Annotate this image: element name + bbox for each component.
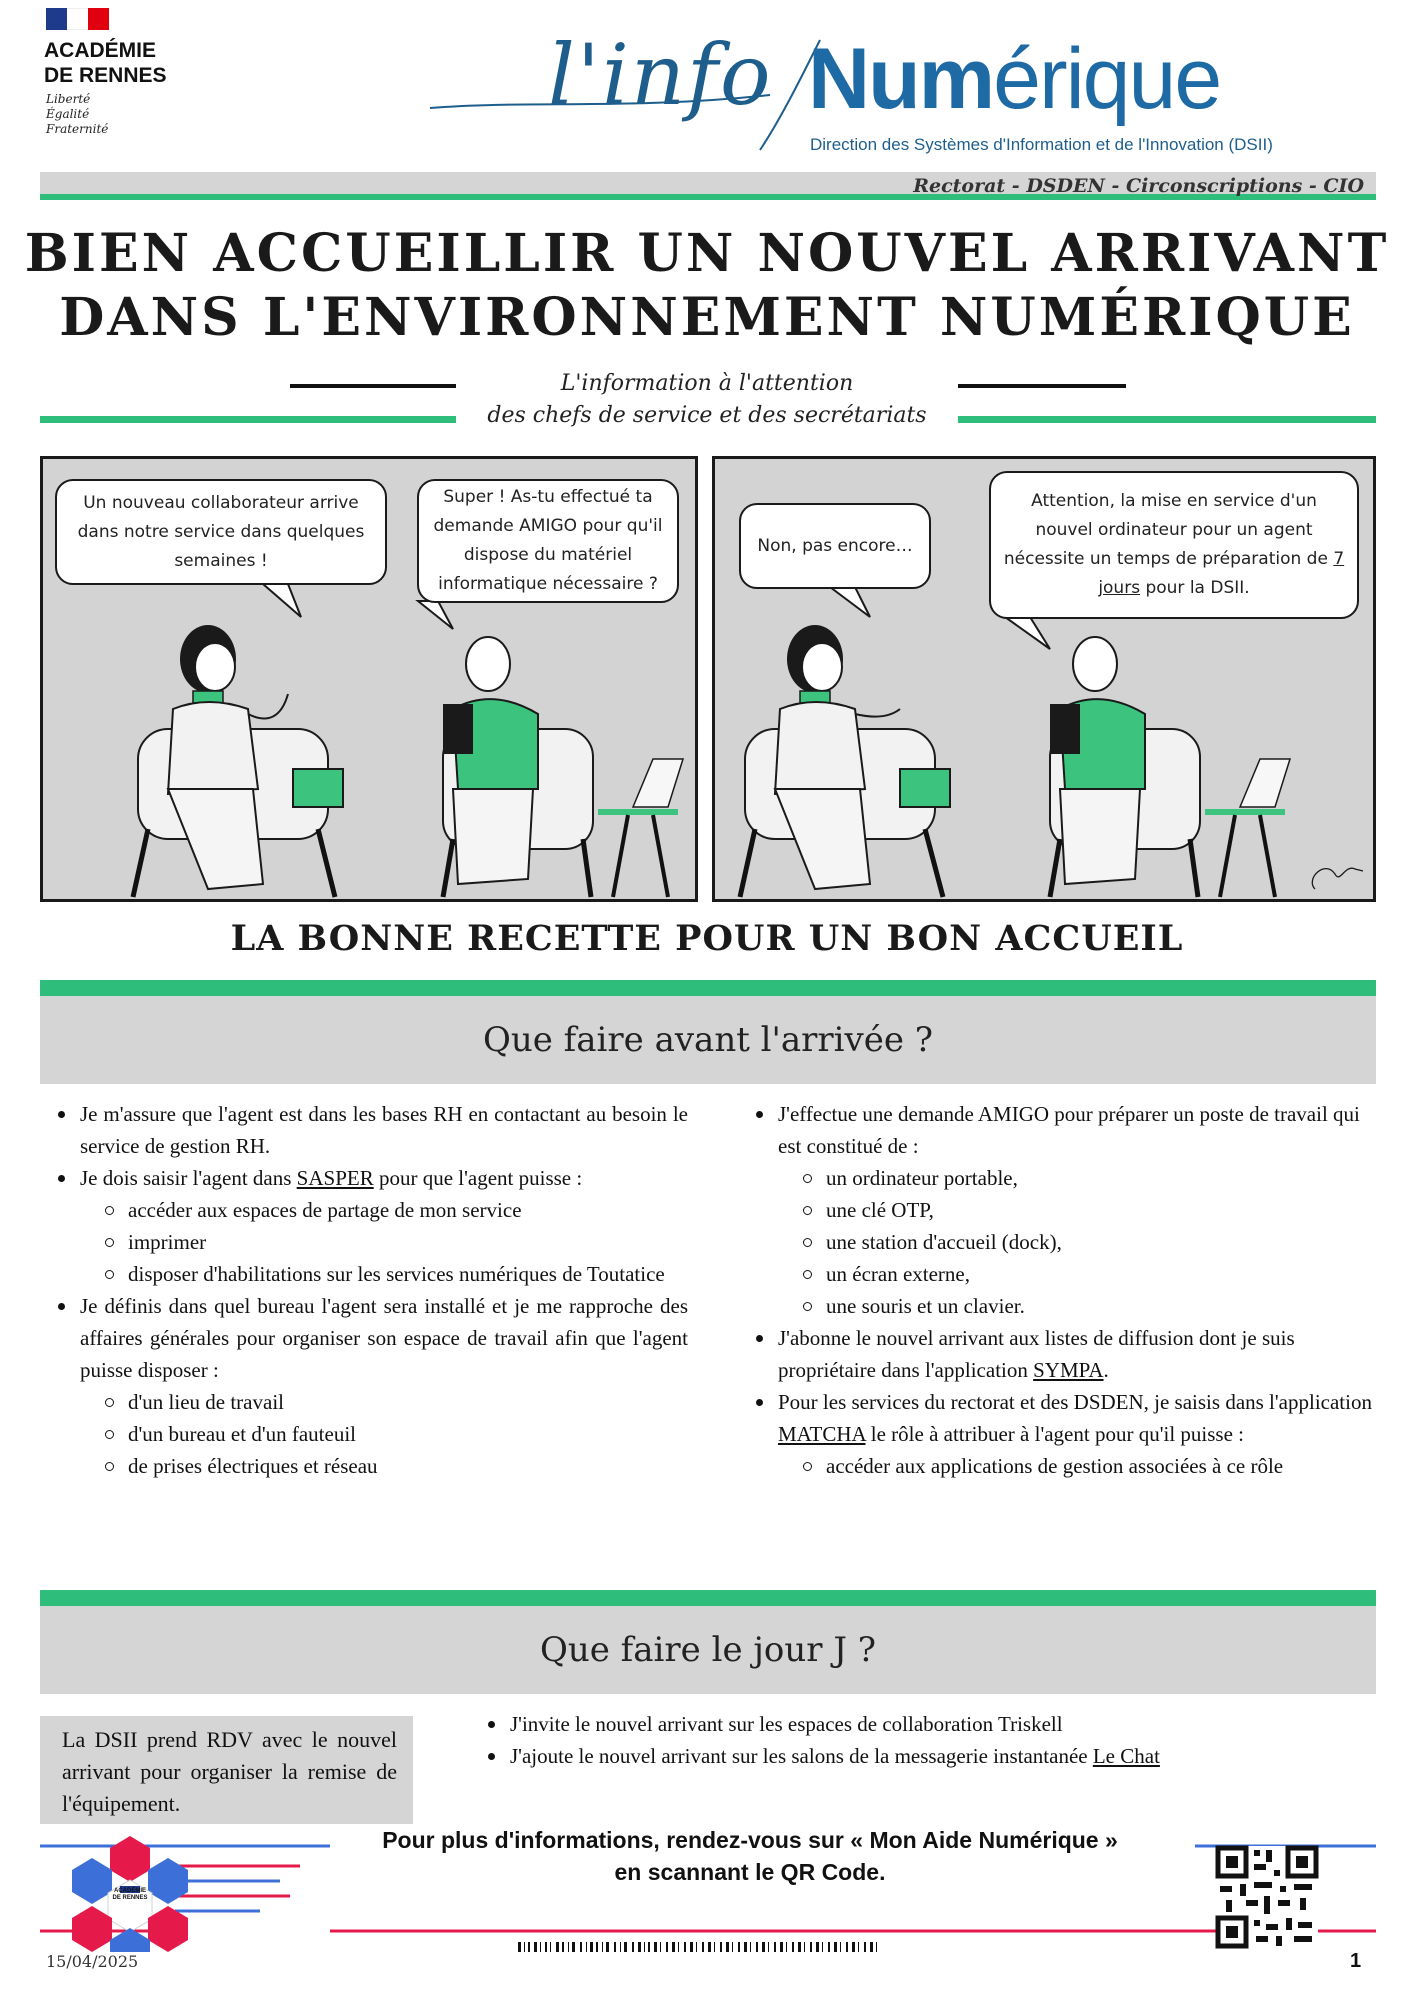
list-item <box>738 1386 1374 1450</box>
logo-num-bold: Num <box>808 31 994 127</box>
sub-list-item: accéder aux applications de gestion associées à ce rôle <box>738 1450 1374 1482</box>
sub-list-item: imprimer <box>40 1226 688 1258</box>
sub-list-item: un écran externe, <box>738 1258 1374 1290</box>
title-line2: DANS L'ENVIRONNEMENT NUMÉRIQUE <box>59 287 1355 348</box>
sub-list-item: d'un bureau et d'un fauteuil <box>40 1418 688 1450</box>
speech-bubble-3: Non, pas encore… <box>739 503 931 589</box>
item-text: Pour les services du rectorat et des DSDEN, je saisis dans l'application <box>778 1390 1372 1414</box>
footer-info-line1: Pour plus d'informations, rendez-vous sur « Mon Aide Numérique » <box>382 1827 1118 1853</box>
publication-date: 15/04/2025 <box>46 1952 139 1971</box>
item-text: le rôle à attribuer à l'agent pour qu'il puisse : <box>870 1422 1244 1446</box>
sub-list-item: une souris et un clavier. <box>738 1290 1374 1322</box>
speech-bubble-4 <box>989 471 1359 619</box>
seven-days-link: 7 jours <box>1098 549 1345 598</box>
item-text: J'ajoute le nouvel arrivant sur les salons de la messagerie instantanée <box>510 1744 1088 1768</box>
comic-panel-2 <box>712 456 1376 902</box>
motto-liberte: Liberté <box>46 92 91 106</box>
list-item <box>738 1322 1374 1386</box>
sub-list-item: disposer d'habilitations sur les services numériques de Toutatice <box>40 1258 688 1290</box>
bubble4-text-a: Attention, la mise en service d'un nouvel ordinateur pour un agent nécessite un temps de préparation de <box>1003 491 1328 569</box>
sasper-link[interactable]: SASPER <box>296 1166 374 1190</box>
section1-left-column <box>40 1098 688 1482</box>
logo-subtitle: Direction des Systèmes d'Information et de l'Innovation (DSII) <box>810 135 1273 154</box>
subtitle-line2: des chefs de service et des secrétariats <box>487 403 927 428</box>
matcha-link[interactable]: MATCHA <box>778 1422 866 1446</box>
academy-line1: ACADÉMIE <box>44 39 157 62</box>
footer-logo-line1: ACADÉMIE <box>113 1888 146 1894</box>
sub-list-item: un ordinateur portable, <box>738 1162 1374 1194</box>
sympa-link[interactable]: SYMPA <box>1033 1358 1104 1382</box>
subtitle-line1: L'information à l'attention <box>560 371 854 396</box>
academy-line2: DE RENNES <box>44 64 167 87</box>
list-item: Je définis dans quel bureau l'agent sera installé et je me rapproche des affaires générales pour organiser son espace de travail afin que l'agent puisse disposer : <box>40 1290 688 1386</box>
logo-numerique <box>808 30 1220 129</box>
list-item <box>470 1740 1370 1772</box>
item-text: J'abonne le nouvel arrivant aux listes de diffusion dont je suis propriétaire dans l'application <box>778 1326 1295 1382</box>
list-item: J'invite le nouvel arrivant sur les espaces de collaboration Triskell <box>470 1708 1370 1740</box>
item-text: Je dois saisir l'agent dans <box>80 1166 292 1190</box>
academy-name <box>44 38 167 88</box>
page-subtitle <box>400 368 1014 432</box>
footer-logo-line2: DE RENNES <box>112 1895 148 1901</box>
speech-bubble-1: Un nouveau collaborateur arrive dans notre service dans quelques semaines ! <box>55 479 387 585</box>
section1-right-column <box>738 1098 1374 1482</box>
logo-num-light: érique <box>993 31 1221 127</box>
subtitle-rule-left-green <box>40 416 456 423</box>
comic-panel-1 <box>40 456 698 902</box>
audience-band-text: Rectorat - DSDEN - Circonscriptions - CIO <box>913 175 1364 197</box>
section2-greenbar <box>40 1590 1376 1606</box>
dsii-note: La DSII prend RDV avec le nouvel arrivant pour organiser la remise de l'équipement. <box>40 1716 413 1824</box>
sub-list-item: de prises électriques et réseau <box>40 1450 688 1482</box>
logo-info-script: l'info <box>548 26 773 124</box>
subtitle-rule-right-green <box>958 416 1376 423</box>
page-title <box>0 222 1414 350</box>
footer-academy-logo <box>100 1888 160 1902</box>
sub-list-item: une clé OTP, <box>738 1194 1374 1226</box>
sub-list-item: accéder aux espaces de partage de mon service <box>40 1194 688 1226</box>
republic-motto <box>46 92 108 137</box>
footer-info <box>310 1824 1190 1888</box>
speech-bubble-2: Super ! As-tu effectué ta demande AMIGO pour qu'il dispose du matériel informatique nécessaire ? <box>417 479 679 603</box>
bubble4-text-b: pour la DSII. <box>1145 578 1250 598</box>
recette-heading: LA BONNE RECETTE POUR UN BON ACCUEIL <box>230 918 1184 959</box>
list-item: J'effectue une demande AMIGO pour préparer un poste de travail qui est constitué de : <box>738 1098 1374 1162</box>
section2-list <box>470 1708 1370 1772</box>
sub-list-item: d'un lieu de travail <box>40 1386 688 1418</box>
item-text: . <box>1103 1358 1109 1382</box>
list-item: Je m'assure que l'agent est dans les bases RH en contactant au besoin le service de gestion RH. <box>40 1098 688 1162</box>
page-number: 1 <box>1350 1950 1362 1972</box>
sub-list-item: une station d'accueil (dock), <box>738 1226 1374 1258</box>
le-chat-link[interactable]: Le Chat <box>1092 1744 1160 1768</box>
section2-title: Que faire le jour J ? <box>40 1606 1376 1694</box>
section1-greenbar <box>40 980 1376 996</box>
republic-flag-icon <box>46 8 109 30</box>
footer-info-line2: en scannant le QR Code. <box>614 1859 886 1885</box>
list-item <box>40 1162 688 1194</box>
section1-title: Que faire avant l'arrivée ? <box>40 996 1376 1084</box>
motto-fraternite: Fraternité <box>46 122 109 136</box>
item-text: pour que l'agent puisse : <box>378 1166 583 1190</box>
motto-egalite: Égalité <box>46 107 90 121</box>
title-line1: BIEN ACCUEILLIR UN NOUVEL ARRIVANT <box>24 223 1390 284</box>
